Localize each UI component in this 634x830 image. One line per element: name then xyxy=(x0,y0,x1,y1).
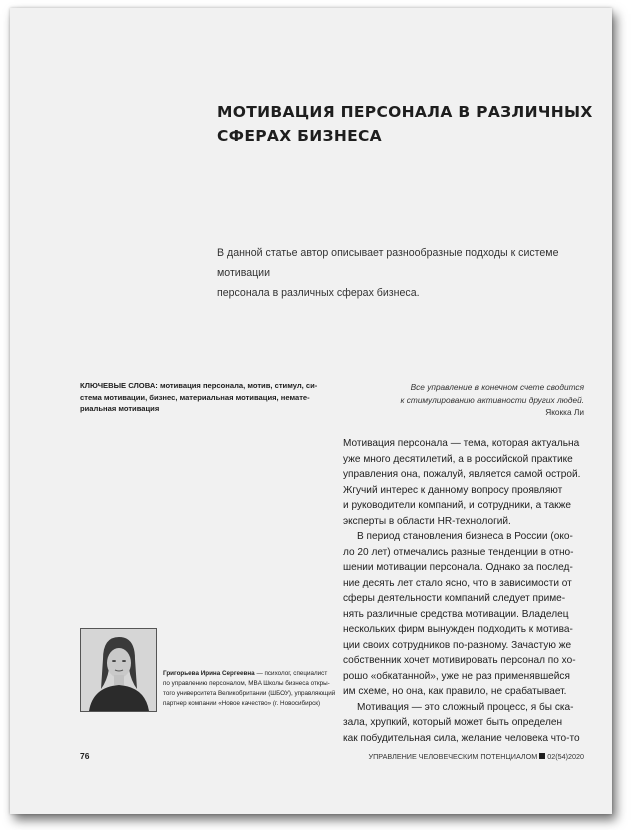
journal-issue: 02(54)2020 xyxy=(547,752,584,761)
body-line: собственник хочет мотивировать персонал по хо- xyxy=(343,655,576,666)
author-info xyxy=(163,669,343,709)
body-line: уже много десятилетий, а в российской практике xyxy=(343,453,573,465)
page-number: 76 xyxy=(80,751,90,761)
keywords-block xyxy=(80,380,330,415)
epigraph-quote: Все управление в конечном счете сводится к стимулированию активности других людей. xyxy=(400,382,584,405)
body-line: Жгучий интерес к данному вопросу проявляют xyxy=(343,484,563,496)
body-line: им схеме, но она, как правило, не срабатывает. xyxy=(343,686,567,697)
body-line: Мотивация — это сложный процесс, я бы ска- xyxy=(357,701,574,713)
body-line: рошо «обкатанной», уже не раз применявшейся xyxy=(343,670,570,682)
keywords-text: мотивация персонала, мотив, стимул, си- стема мотивации, бизнес, материальная мотивация, немате- риальная мотивация xyxy=(80,381,318,413)
author-bio: — психолог, специалист по управлению персоналом, MBA Школы бизнеса откры- того университета Великобритании (ШБОУ), управляющий партнер компании «Новое качество» (г. Новосибирск) xyxy=(163,670,336,707)
article-body xyxy=(343,436,608,746)
body-line: ции своих сотрудников по-разному. Зачастую же xyxy=(343,639,572,651)
author-photo xyxy=(80,628,157,712)
journal-footer xyxy=(369,752,584,761)
body-line: нескольких фирм вынужден подходить к мотива- xyxy=(343,624,573,635)
article-title: МОТИВАЦИЯ ПЕРСОНАЛА В РАЗЛИЧНЫХ СФЕРАХ БИЗНЕСА xyxy=(217,103,593,145)
journal-page xyxy=(10,8,612,814)
body-line: сферы деятельности компаний следует приме- xyxy=(343,593,566,604)
body-line: как побудительная сила, желание человека что-то xyxy=(343,732,580,744)
epigraph xyxy=(324,381,584,419)
body-line: зала, хрупкий, который может быть определен xyxy=(343,717,563,728)
square-separator-icon xyxy=(539,753,545,759)
keywords-label: КЛЮЧЕВЫЕ СЛОВА: xyxy=(80,381,158,390)
body-line: нять различные средства мотивации. Владелец xyxy=(343,608,569,620)
article-abstract: В данной статье автор описывает разнообразные подходы к системе мотивации персонала в различных сферах бизнеса. xyxy=(217,247,559,299)
body-line: ло 20 лет) отмечались разные тенденции в отно- xyxy=(343,546,574,558)
body-line: шении мотивации персонала. Однако за послед- xyxy=(343,562,573,573)
author-name: Григорьева Ирина Сергеевна xyxy=(163,670,255,677)
journal-name: УПРАВЛЕНИЕ ЧЕЛОВЕЧЕСКИМ ПОТЕНЦИАЛОМ xyxy=(368,752,538,761)
body-line: эксперты в области HR-технологий. xyxy=(343,515,511,527)
body-line: Мотивация персонала — тема, которая актуальна xyxy=(343,438,580,449)
body-line: управления она, пожалуй, является самой острой. xyxy=(343,469,581,480)
epigraph-author: Якокка Ли xyxy=(545,407,584,417)
body-line: ние десять лет стало ясно, что в зависимости от xyxy=(343,577,572,589)
body-line: В период становления бизнеса в России (око- xyxy=(357,531,573,542)
body-line: и руководители компаний, и сотрудники, а также xyxy=(343,500,571,511)
